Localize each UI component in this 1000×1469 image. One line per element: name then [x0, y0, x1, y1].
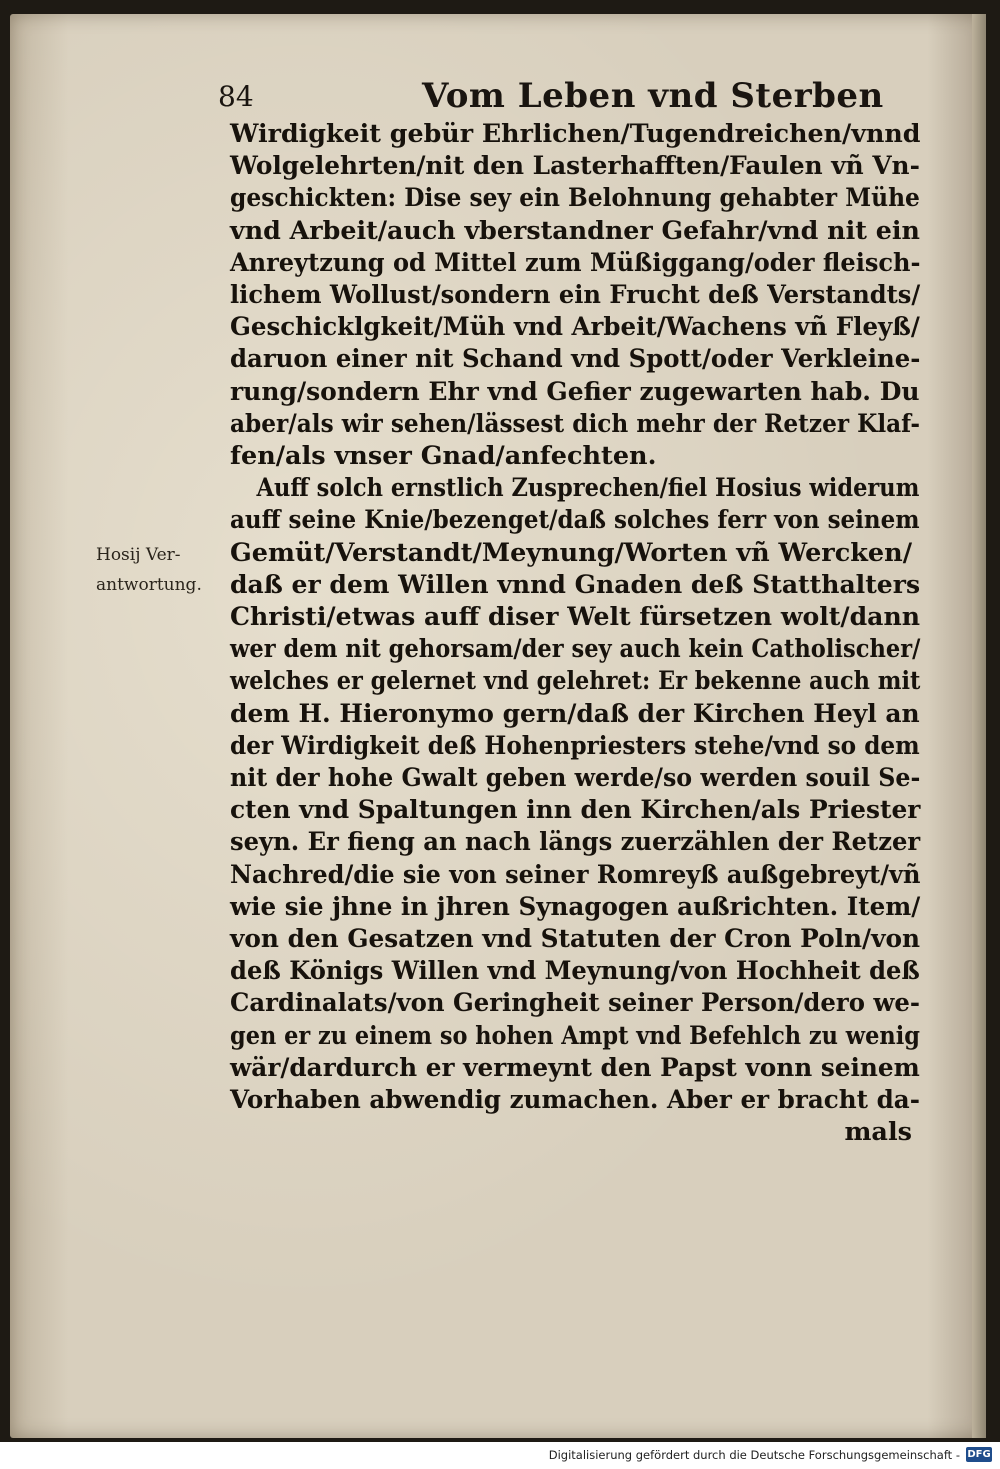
text-line: Vorhaben abwendig zumachen. Aber er bracht da- — [230, 1085, 920, 1116]
text-line: Anreytzung od Mittel zum Müßiggang/oder fleisch- — [230, 247, 921, 278]
text-line: von den Gesatzen vnd Statuten der Cron Poln/von — [230, 924, 921, 955]
text-line: daruon einer nit Schand vnd Spott/oder Verkleine- — [230, 344, 921, 375]
text-line: der Wirdigkeit deß Hohenpriesters stehe/vnd so dem — [230, 730, 920, 761]
dfg-logo[interactable]: DFG — [967, 1449, 991, 1460]
marginal-note-line: Hosij Ver- — [96, 545, 181, 565]
text-line: auff seine Knie/bezenget/daß solches ferr von seinem — [230, 505, 920, 536]
marginal-note-line: antwortung. — [96, 575, 202, 595]
text-line: nit der hohe Gwalt geben werde/so werden souil Se- — [230, 763, 921, 794]
text-line: geschickten: Dise sey ein Belohnung gehabter Mühe — [230, 183, 920, 214]
text-line: wär/dardurch er vermeynt den Papst vonn seinem — [230, 1052, 920, 1083]
running-title: Vom Leben vnd Sterben — [422, 76, 884, 116]
body-text — [230, 118, 920, 1149]
marginal-note — [96, 540, 226, 600]
text-line: Nachred/die sie von seiner Romreyß außgebreyt/vñ — [230, 859, 921, 890]
text-line: welches er gelernet vnd gelehret: Er bekenne auch mit — [230, 666, 921, 697]
funding-credit: Digitalisierung gefördert durch die Deutsche Forschungsgemeinschaft - — [548, 1448, 960, 1462]
text-line: dem H. Hieronymo gern/daß der Kirchen Heyl an — [230, 698, 920, 729]
text-line: Auff solch ernstlich Zusprechen/fiel Hosius widerum — [256, 473, 920, 504]
text-line: fen/als vnser Gnad/anfechten. — [230, 441, 657, 472]
text-line: seyn. Er fieng an nach längs zuerzählen der Retzer — [230, 827, 921, 858]
text-line: cten vnd Spaltungen inn den Kirchen/als Priester — [230, 795, 921, 826]
text-line: deß Königs Willen vnd Meynung/von Hochheit deß — [230, 956, 920, 987]
text-line: Geschicklgkeit/Müh vnd Arbeit/Wachens vñ Fleyß/ — [230, 312, 920, 343]
text-line: gen er zu einem so hohen Ampt vnd Befehlch zu wenig — [230, 1020, 920, 1051]
text-line: wer dem nit gehorsam/der sey auch kein Catholischer/ — [230, 634, 921, 665]
text-line: lichem Wollust/sondern ein Frucht deß Verstandts/ — [230, 280, 921, 311]
text-line: Gemüt/Verstandt/Meynung/Worten vñ Wercken/ — [230, 537, 913, 568]
text-line: aber/als wir sehen/lässest dich mehr der Retzer Klaf- — [230, 408, 920, 439]
catchword: mals — [844, 1117, 912, 1148]
page-edge — [972, 14, 986, 1438]
page-header — [212, 70, 912, 114]
text-line: Christi/etwas auff diser Welt fürsetzen wolt/dann — [230, 602, 921, 633]
text-line: wie sie jhne in jhren Synagogen außrichten. Item/ — [230, 891, 921, 922]
text-line: daß er dem Willen vnnd Gnaden deß Statthalters — [230, 569, 921, 600]
page-number: 84 — [218, 80, 254, 113]
text-line: rung/sondern Ehr vnd Gefier zugewarten hab. Du — [230, 376, 920, 407]
text-line: vnd Arbeit/auch vberstandner Gefahr/vnd nit ein — [230, 215, 920, 246]
text-line: Wirdigkeit gebür Ehrlichen/Tugendreichen/vnnd — [230, 119, 921, 149]
text-line: Wolgelehrten/nit den Lasterhafften/Faulen vñ Vn- — [230, 151, 920, 182]
text-line: Cardinalats/von Geringheit seiner Person/dero we- — [230, 988, 920, 1019]
